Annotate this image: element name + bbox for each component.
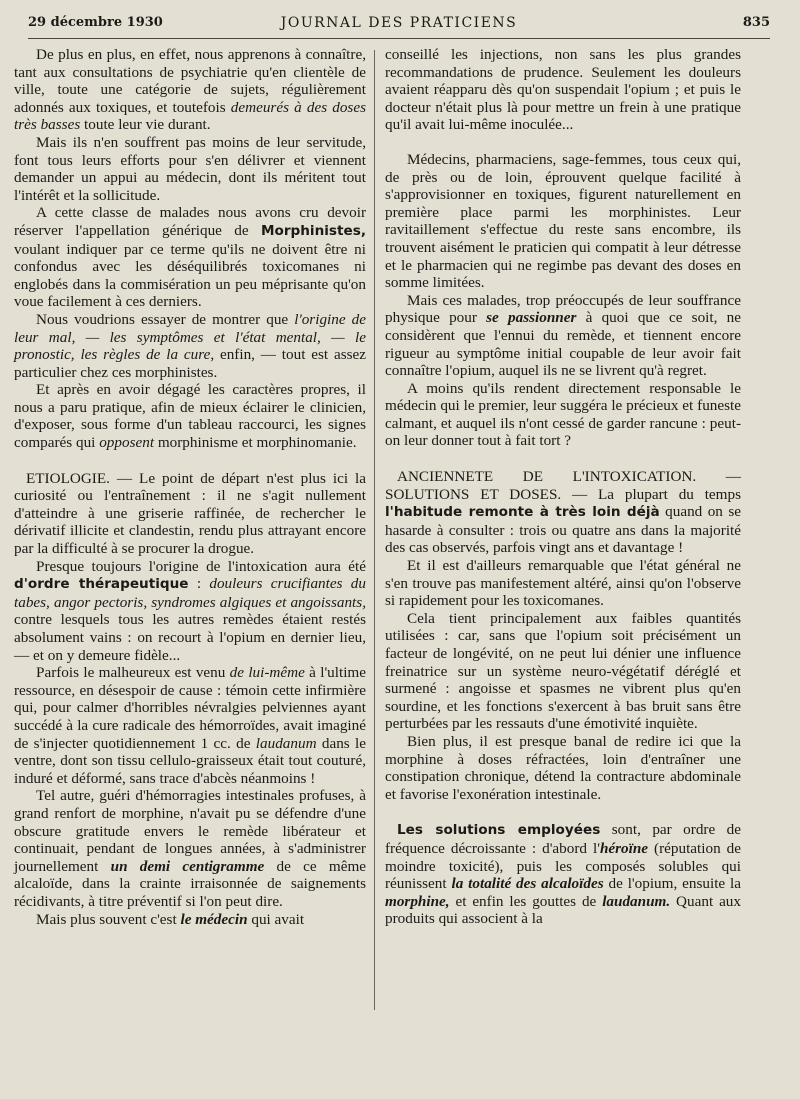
right-column [385, 46, 741, 928]
paragraph: Mais ces malades, trop préoccupés de leur souffrance physique pour se passionner à quoi que ce soit, ne considèrent que l'ennui du remède, et tiennent encore rigueur au symptôme initial coupable de leur avoir fait connaître l'opium, auquel ils ne se livrent qu'à regret. [385, 291, 741, 380]
paragraph: Nous voudrions essayer de montrer que l'origine de leur mal, — les symptômes et l'état mental, — le pronostic, les règles de la cure, enfin, — tout est assez particulier chez ces morphinistes. [14, 310, 367, 381]
section-heading: ANCIENNETE DE L'INTOXICATION. — SOLUTIONS ET DOSES. [385, 468, 741, 503]
paragraph: Presque toujours l'origine de l'intoxication aura été d'ordre thérapeutique : douleurs crucifiantes du tabes, angor pectoris, syndromes algiques et angoissants, contre lesquels tous les autres remèdes étaient restés absolument vains : on recourt à l'opium en dernier lieu, — et on y demeure fidèle... [14, 557, 366, 664]
paragraph: Parfois le malheureux est venu de lui-même à l'ultime ressource, en désespoir de cause : témoin cette infirmière qui, pour calmer d'horribles névralgies pelviennes ayant succédé à la cure radicale des hémorroïdes, avait imaginé de s'injecter quotidiennement 1 cc. de laudanum dans le ventre, dont son tissu cellulo-graisseux était tout couturé, induré et déformé, sans trace d'abcès néanmoins ! [14, 664, 366, 787]
section-etiologie: ETIOLOGIE. — Le point de départ n'est plus ici la curiosité ou l'entraînement : il ne s'agit nullement d'atteindre à une griserie raffinée, de rechercher le dérivatif illicite et clandestin, rendu plus attrayant encore par la difficulté à se procurer la drogue. [14, 469, 366, 558]
column-divider [374, 50, 375, 1010]
paragraph: Mais plus souvent c'est le médecin qui avait [36, 910, 305, 928]
issue-date: 29 décembre 1930 [28, 15, 163, 30]
paragraph: Et il est d'ailleurs remarquable que l'état général ne s'en trouve pas manifestement altéré, ainsi qu'on l'observe si rapidement pour les toxicomanes. [385, 557, 741, 610]
paragraph: De plus en plus, en effet, nous apprenons à connaître, tant aux consultations de psychiatrie qu'en clientèle de ville, toute une catégorie de sujets, régulièrement adonnés aux toxiques, et toutefois demeurés à des doses très basses toute leur vie durant. [14, 46, 366, 134]
section-anciennete: ANCIENNETE DE L'INTOXICATION. — SOLUTIONS ET DOSES. — La plupart du temps l'habitude remonte à très loin déjà quand on se hasarde à consulter : trois ou quatre ans dans la majorité des cas observés, parfois vingt ans et davantage ! [385, 468, 741, 557]
paragraph: A moins qu'ils rendent directement responsable le médecin qui le premier, leur suggéra le précieux et funeste calmant, et auquel ils n'ont cessé de garder rancune : peut-on leur donner tout à fait tort ? [385, 379, 741, 450]
paragraph: Et après en avoir dégagé les caractères propres, il nous a paru pratique, afin de mieux éclairer le clinicien, d'exposer, sous forme d'un tableau raccourci, les signes comparés qui opposent morphinisme et morphinomanie. [14, 381, 366, 452]
paragraph: Mais ils n'en souffrent pas moins de leur servitude, font tous leurs efforts pour s'en délivrer et viennent demander un appui au médecin, dont ils méritent tout l'intérêt et la sollicitude. [14, 133, 366, 204]
paragraph: Médecins, pharmaciens, sage-femmes, tous ceux qui, de près ou de loin, éprouvent quelque facilité à s'approvisionner en toxiques, figurent naturellement en première place parmi les morphinistes. Leur ravitaillement s'effectue du reste sans encombre, ils trouvent aisément le praticien qui compatit à leur détresse et le pharmacien qui ne regimbe pas devant des doses en somme limitées. [385, 150, 741, 292]
section-heading: ETIOLOGIE. [26, 469, 110, 487]
paragraph: conseillé les injections, non sans les plus grandes recommandations de prudence. Seulement les douleurs avaient réapparu dès qu'on suspendait l'opium ; et puis le docteur n'était plus là pour mettre un frein à une pratique qu'il avait lui-même inoculée... [385, 46, 741, 134]
paragraph: Les solutions employées sont, par ordre de fréquence décroissante : d'abord l'héroïne (réputation de moindre toxicité), puis les composés solubles qui réunissent la totalité des alcaloïdes de l'opium, ensuite la morphine, et enfin les gouttes de laudanum. Quant aux produits qui associent à la [385, 821, 741, 928]
page-number: 835 [742, 15, 770, 30]
paragraph: Bien plus, il est presque banal de redire ici que la morphine à doses réfractées, loin d'entraîner une constipation chronique, détend la contracture abdominale et favorise l'exonération intestinale. [385, 732, 741, 803]
running-header [28, 15, 770, 35]
header-rule [28, 38, 770, 39]
journal-title: JOURNAL DES PRATICIENS [280, 15, 518, 31]
paragraph: A cette classe de malades nous avons cru devoir réserver l'appellation générique de Morphinistes, voulant indiquer par ce terme qu'ils ne doivent être ni confondus avec les déséquilibrés toxicomanes ni englobés dans la commisération un peu méprisante qu'on voue facilement à ces derniers. [14, 204, 366, 311]
paragraph: Tel autre, guéri d'hémorragies intestinales profuses, à grand renfort de morphine, n'avait pu se défendre d'une obscure gratitude envers le remède libérateur et continuait, pendant de longues années, à s'administrer journellement un demi centigramme de ce même alcaloïde, dans la crainte irraisonnée de saignements récidivants, à titre préventif si l'on peut dire. [14, 787, 366, 910]
paragraph: Cela tient principalement aux faibles quantités utilisées : car, sans que l'opium soit précisément un facteur de longévité, on ne peut lui dénier une influence freinatrice sur un système neuro-végétatif déréglé et surmené : angoisse et spasmes ne vibrent plus qu'en sourdine, et les fonctions s'exercent à bas bruit sans être perturbées par les ressauts d'une émotivité inquiète. [385, 609, 741, 733]
left-column [14, 46, 366, 928]
